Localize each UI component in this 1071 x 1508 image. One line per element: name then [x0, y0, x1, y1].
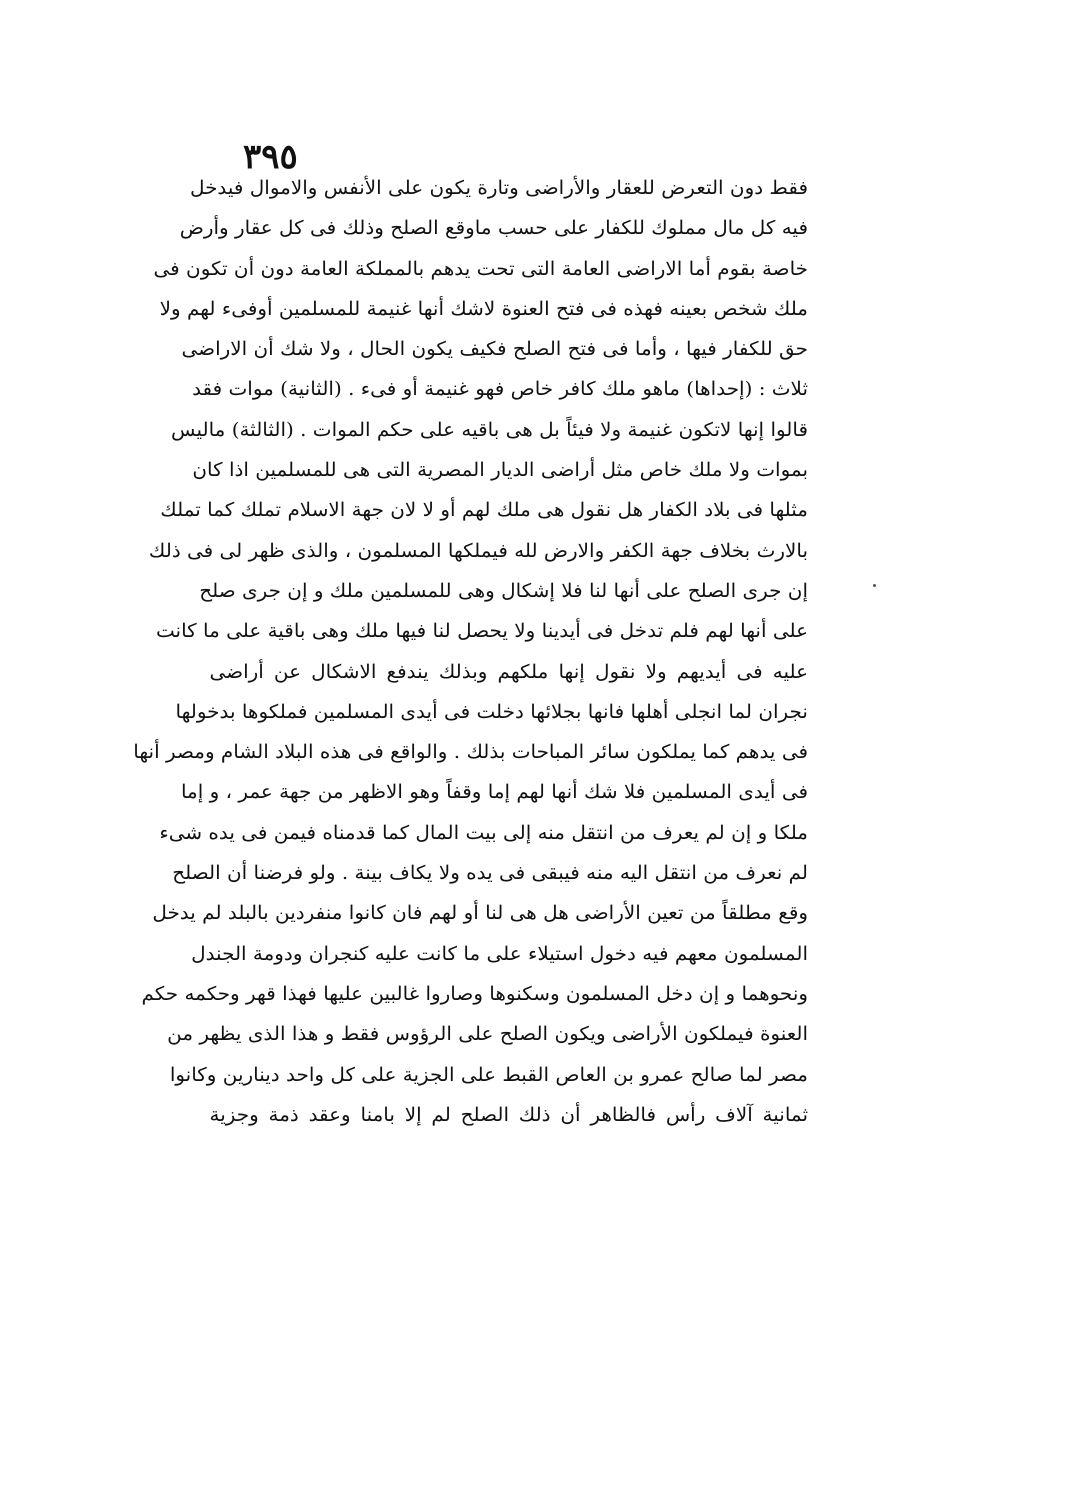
text-line: ونحوهما و إن دخل المسلمون وسكنوها وصاروا غالبين عليها فهذا قهر وحكمه حكم	[141, 982, 808, 1005]
text-line: لم نعرف من انتقل اليه منه فيبقى فى يده ولا يكاف بينة . ولو فرضنا أن الصلح	[172, 862, 808, 885]
text-line: ملكا و إن لم يعرف من انتقل منه إلى بيت المال كما قدمناه فيمن فى يده شىء	[159, 821, 809, 844]
text-line: ثلاث : (إحداها) ماهو ملك كافر خاص فهو غنيمة أو فىء . (الثانية) موات فقد	[192, 378, 809, 401]
text-line: فيه كل مال مملوك للكفار على حسب ماوقع الصلح وذلك فى كل عقار وأرض	[179, 217, 808, 240]
text-line: وقع مطلقاً من تعين الأراضى هل هى لنا أو لهم فان كانوا منفردين بالبلد لم يدخل	[152, 902, 808, 925]
text-line: بموات ولا ملك خاص مثل أراضى الديار المصرية التى هى للمسلمين اذا كان	[192, 459, 808, 482]
text-line: فقط دون التعرض للعقار والأراضى وتارة يكون على الأنفس والاموال فيدخل	[189, 177, 808, 199]
text-line: قالوا إنها لاتكون غنيمة ولا فيئاً بل هى باقيه على حكم الموات . (الثالثة) ماليس	[171, 418, 808, 441]
text-line: مصر لما صالح عمرو بن العاص القبط على الجزية على كل واحد دينارين وكانوا	[169, 1063, 808, 1086]
text-line: إن جرى الصلح على أنها لنا فلا إشكال وهى للمسلمين ملك و إن جرى صلح	[199, 579, 809, 602]
text-line: المسلمون معهم فيه دخول استيلاء على ما كانت عليه كنجران ودومة الجندل	[191, 942, 809, 965]
text-line: حق للكفار فيها ، وأما فى فتح الصلح فكيف يكون الحال ، ولا شك أن الاراضى	[181, 338, 809, 361]
text-line: على أنها لهم فلم تدخل فى أيدينا ولا يحصل لنا فيها ملك وهى باقية على ما كانت	[155, 620, 808, 643]
text-line: فى أيدى المسلمين فلا شك أنها لهم إما وقفاً وهو الاظهر من جهة عمر ، و إما	[180, 781, 808, 804]
text-line: مثلها فى بلاد الكفار هل نقول هى ملك لهم أو لا لان جهة الاسلام تملك كما تملك	[160, 499, 808, 522]
text-line: عليه فى أيديهم ولا نقول إنها ملكهم وبذلك يندفع الاشكال عن أراضى	[209, 660, 808, 683]
page-number: ٣٩٥	[243, 137, 298, 177]
text-line: ملك شخص بعينه فهذه فى فتح العنوة لاشك أنها غنيمة للمسلمين أوفىء لهم ولا	[159, 297, 809, 320]
text-line: بالارث بخلاف جهة الكفر والارض لله فيملكها المسلمون ، والذى ظهر لى فى ذلك	[148, 539, 809, 562]
text-line: العنوة فيملكون الأراضى ويكون الصلح على الرؤوس فقط و هذا الذى يظهر من	[167, 1023, 809, 1046]
body-text	[133, 168, 809, 1135]
text-line: ثمانية آلاف رأس فالظاهر أن ذلك الصلح لم إلا بامنا وعقد ذمة وجزية	[209, 1103, 808, 1126]
margin-speck	[873, 584, 876, 587]
text-line: فى يدهم كما يملكون سائر المباحات بذلك . والواقع فى هذه البلاد الشام ومصر أنها	[133, 741, 808, 764]
text-line: نجران لما انجلى أهلها فانها بجلائها دخلت فى أيدى المسلمين فملكوها بدخولها	[175, 700, 808, 723]
text-line: خاصة بقوم أما الاراضى العامة التى تحت يدهم بالمملكة العامة دون أن تكون فى	[153, 257, 808, 280]
